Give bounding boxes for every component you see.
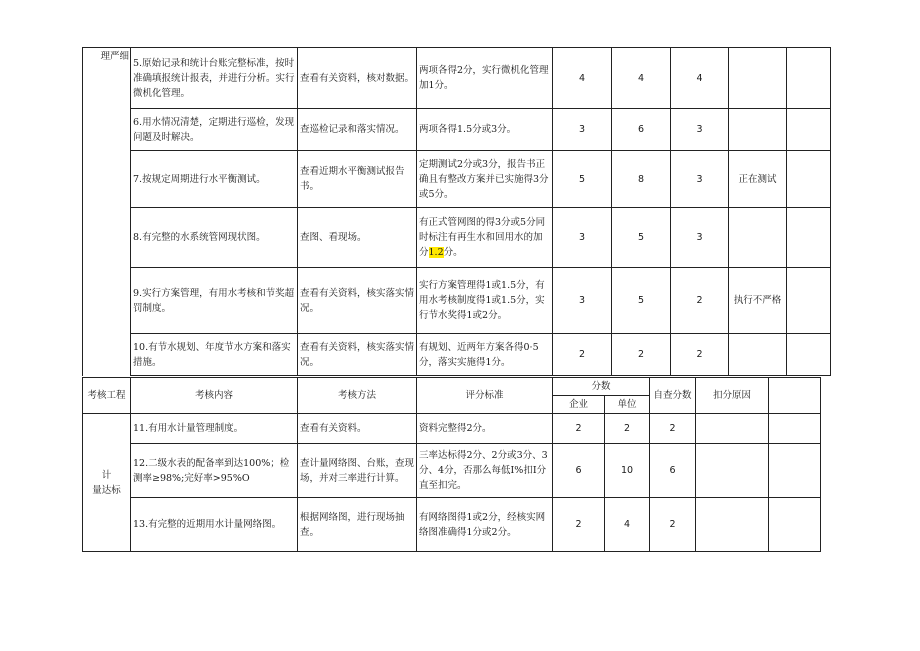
enterprise-score: 2: [553, 414, 605, 444]
content-cell: 10.有节水规划、年度节水方案和落实措施。: [131, 334, 298, 376]
project-label: 理严细: [100, 51, 129, 62]
self-check-score: 6: [650, 444, 696, 498]
header-enterprise: 企业: [553, 396, 605, 414]
self-check-score: 3: [671, 208, 729, 268]
method-cell: 查看有关资料，核实落实情况。: [298, 268, 417, 334]
method-cell: 查看有关资料，核实落实情况。: [298, 334, 417, 376]
content-cell: 8.有完整的水系统管网现状图。: [131, 208, 298, 268]
enterprise-score: 2: [553, 498, 605, 552]
standard-text-end: 分。: [443, 247, 463, 258]
header-extra: [769, 378, 821, 414]
content-cell: 9.实行方案管理，有用水考核和节奖超罚制度。: [131, 268, 298, 334]
header-score: 分数: [553, 378, 650, 396]
method-cell: 查看有关资料。: [298, 414, 417, 444]
standard-cell: 实行方案管理得1或1.5分，有用水考核制度得1或1.5分，实行节水奖得1或2分。: [417, 268, 553, 334]
header-method: 考核方法: [298, 378, 417, 414]
enterprise-score: 3: [553, 109, 612, 151]
standard-cell: 有规划、近两年方案各得0·5分，落实实施得1分。: [417, 334, 553, 376]
project-label-line2: 量达标: [92, 484, 121, 496]
self-check-score: 3: [671, 109, 729, 151]
extra-cell: [787, 48, 831, 109]
enterprise-score: 4: [553, 48, 612, 109]
unit-score: 5: [612, 208, 671, 268]
deduct-reason: [729, 48, 787, 109]
enterprise-score: 2: [553, 334, 612, 376]
enterprise-score: 3: [553, 268, 612, 334]
unit-score: 10: [605, 444, 650, 498]
water-assessment-table-part1: [82, 47, 831, 376]
unit-score: 4: [612, 48, 671, 109]
deduct-reason: [729, 208, 787, 268]
enterprise-score: 5: [553, 151, 612, 208]
unit-score: 2: [605, 414, 650, 444]
content-cell: 13.有完整的近期用水计量网络图。: [131, 498, 298, 552]
standard-cell: [417, 208, 553, 268]
project-cell-metering: [83, 414, 131, 552]
deduct-reason: 执行不严格: [729, 268, 787, 334]
header-deduct-reason: 扣分原因: [696, 378, 769, 414]
extra-cell: [787, 208, 831, 268]
method-cell: 查看有关资料，核对数据。: [298, 48, 417, 109]
method-cell: 查看近期水平衡测试报告书。: [298, 151, 417, 208]
standard-text: 有正式管网图的得3分或5分同时标注有再生水和回用水的加分: [419, 217, 546, 258]
content-cell: 5.原始记录和统计台账完整标准，按时准确填报统计报表，并进行分析。实行微机化管理。: [131, 48, 298, 109]
self-check-score: 2: [671, 334, 729, 376]
water-assessment-table-part2: [82, 377, 821, 552]
unit-score: 8: [612, 151, 671, 208]
standard-cell: 两项各得2分，实行微机化管理加1分。: [417, 48, 553, 109]
project-label-line1: 计: [101, 469, 112, 481]
unit-score: 6: [612, 109, 671, 151]
enterprise-score: 6: [553, 444, 605, 498]
extra-cell: [787, 109, 831, 151]
extra-cell: [769, 498, 821, 552]
content-cell: 7.按规定周期进行水平衡测试。: [131, 151, 298, 208]
deduct-reason: [729, 109, 787, 151]
content-cell: 11.有用水计量管理制度。: [131, 414, 298, 444]
unit-score: 2: [612, 334, 671, 376]
self-check-score: 4: [671, 48, 729, 109]
extra-cell: [787, 268, 831, 334]
deduct-reason: 正在测试: [729, 151, 787, 208]
deduct-reason: [696, 414, 769, 444]
method-cell: 根据网络图，进行现场抽查。: [298, 498, 417, 552]
method-cell: 查计量网络图、台账，查现场，并对三率进行计算。: [298, 444, 417, 498]
deduct-reason: [729, 334, 787, 376]
extra-cell: [769, 414, 821, 444]
self-check-score: 3: [671, 151, 729, 208]
extra-cell: [769, 444, 821, 498]
header-project: 考核工程: [83, 378, 131, 414]
standard-cell: 两项各得1.5分或3分。: [417, 109, 553, 151]
extra-cell: [787, 334, 831, 376]
self-check-score: 2: [650, 414, 696, 444]
standard-cell: 定期测试2分或3分，报告书正确且有整改方案并已实施得3分或5分。: [417, 151, 553, 208]
highlighted-score: 1.2: [428, 247, 444, 258]
extra-cell: [787, 151, 831, 208]
unit-score: 4: [605, 498, 650, 552]
project-cell-management: [83, 48, 131, 376]
deduct-reason: [696, 444, 769, 498]
standard-cell: 资料完整得2分。: [417, 414, 553, 444]
standard-cell: 有网络图得1或2分，经核实网络图准确得1分或2分。: [417, 498, 553, 552]
content-cell: 6.用水情况清楚，定期进行巡检，发现问题及时解决。: [131, 109, 298, 151]
header-content: 考核内容: [131, 378, 298, 414]
deduct-reason: [696, 498, 769, 552]
header-unit: 单位: [605, 396, 650, 414]
self-check-score: 2: [671, 268, 729, 334]
unit-score: 5: [612, 268, 671, 334]
content-cell: 12.二级水表的配备率到达100%；检测率≥98%;完好率>95%O: [131, 444, 298, 498]
method-cell: 查巡检记录和落实情况。: [298, 109, 417, 151]
header-self-check: 自查分数: [650, 378, 696, 414]
standard-cell: 三率达标得2分、2分或3分、3分、4分，否那么每低I%扣I分直至扣完。: [417, 444, 553, 498]
method-cell: 查图、看现场。: [298, 208, 417, 268]
self-check-score: 2: [650, 498, 696, 552]
enterprise-score: 3: [553, 208, 612, 268]
header-standard: 评分标准: [417, 378, 553, 414]
